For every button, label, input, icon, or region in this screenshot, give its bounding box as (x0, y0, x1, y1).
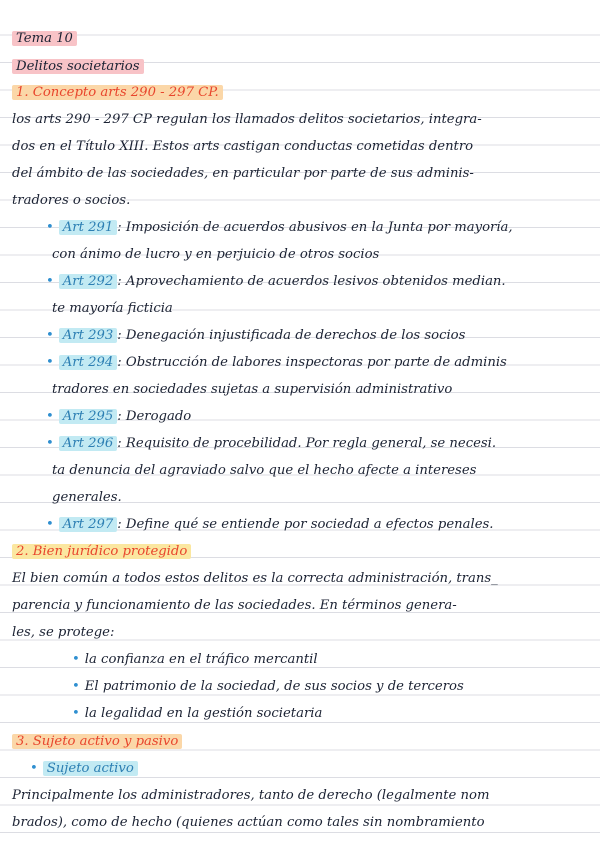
protected-good-item (72, 678, 464, 696)
bullet-icon: • (46, 436, 54, 451)
article-text: : Denegación injustificada de derechos de los socios (117, 328, 466, 343)
section1-intro-line: dos en el Título XIII. Estos arts castigan conductas cometidas dentro (12, 139, 474, 154)
page-title (12, 58, 144, 76)
article-label: Art 295 (59, 409, 118, 424)
section2-heading (12, 543, 191, 561)
article-text: : Obstrucción de labores inspectoras por parte de adminis (117, 355, 507, 370)
section2-line: parencia y funcionamiento de las sociedades. En términos genera- (12, 598, 457, 613)
article-item (46, 327, 465, 345)
topic-text: Tema 10 (12, 31, 77, 46)
section3-heading-text: 3. Sujeto activo y pasivo (12, 734, 182, 749)
bullet-icon: • (46, 355, 54, 370)
article-label: Art 297 (59, 517, 118, 532)
article-continuation: generales. (52, 490, 122, 505)
bullet-icon: • (30, 761, 38, 776)
section1-heading-text: 1. Concepto arts 290 - 297 CP. (12, 85, 223, 100)
section2-line: El bien común a todos estos delitos es la correcta administración, trans_ (12, 571, 498, 586)
section2-heading-text: 2. Bien jurídico protegido (12, 544, 191, 559)
article-item (46, 435, 496, 453)
article-item (46, 408, 191, 426)
article-continuation: te mayoría ficticia (52, 301, 173, 316)
topic-label (12, 30, 77, 48)
protected-good-item (72, 705, 322, 723)
section3-subheading (30, 760, 138, 778)
article-label: Art 296 (59, 436, 118, 451)
article-label: Art 294 (59, 355, 118, 370)
section1-intro-line: los arts 290 - 297 CP regulan los llamados delitos societarios, integra- (12, 112, 482, 127)
bullet-icon: • (72, 652, 80, 667)
article-text: : Aprovechamiento de acuerdos lesivos obtenidos median. (117, 274, 506, 289)
section3-line: Principalmente los administradores, tanto de derecho (legalmente nom (12, 788, 490, 803)
article-item (46, 273, 506, 291)
article-label: Art 291 (59, 220, 118, 235)
bullet-icon: • (46, 409, 54, 424)
subheading-text: Sujeto activo (43, 761, 138, 776)
protected-good-text: El patrimonio de la sociedad, de sus socios y de terceros (84, 679, 464, 694)
section3-heading (12, 733, 182, 751)
article-item (46, 516, 493, 534)
article-continuation: con ánimo de lucro y en perjuicio de otros socios (52, 247, 380, 262)
protected-good-text: la legalidad en la gestión societaria (84, 706, 323, 721)
article-continuation: tradores en sociedades sujetas a supervisión administrativo (52, 382, 453, 397)
bullet-icon: • (46, 328, 54, 343)
article-text: : Define qué se entiende por sociedad a efectos penales. (117, 517, 494, 532)
article-label: Art 292 (59, 274, 118, 289)
section1-heading (12, 84, 223, 102)
article-continuation: ta denuncia del agraviado salvo que el hecho afecte a intereses (52, 463, 477, 478)
bullet-icon: • (46, 274, 54, 289)
section1-intro-line: tradores o socios. (12, 193, 131, 208)
article-text: : Derogado (117, 409, 192, 424)
bullet-icon: • (72, 679, 80, 694)
article-text: : Requisito de procebilidad. Por regla general, se necesi. (117, 436, 497, 451)
section2-line: les, se protege: (12, 625, 115, 640)
title-text: Delitos societarios (12, 59, 144, 74)
bullet-icon: • (72, 706, 80, 721)
article-item (46, 219, 513, 237)
section1-intro-line: del ámbito de las sociedades, en particular por parte de sus adminis- (12, 166, 474, 181)
article-item (46, 354, 507, 372)
bullet-icon: • (46, 220, 54, 235)
protected-good-text: la confianza en el tráfico mercantil (84, 652, 318, 667)
bullet-icon: • (46, 517, 54, 532)
article-label: Art 293 (59, 328, 118, 343)
article-text: : Imposición de acuerdos abusivos en la Junta por mayoría, (117, 220, 513, 235)
protected-good-item (72, 651, 318, 669)
section3-line: brados), como de hecho (quienes actúan como tales sin nombramiento (12, 815, 485, 830)
